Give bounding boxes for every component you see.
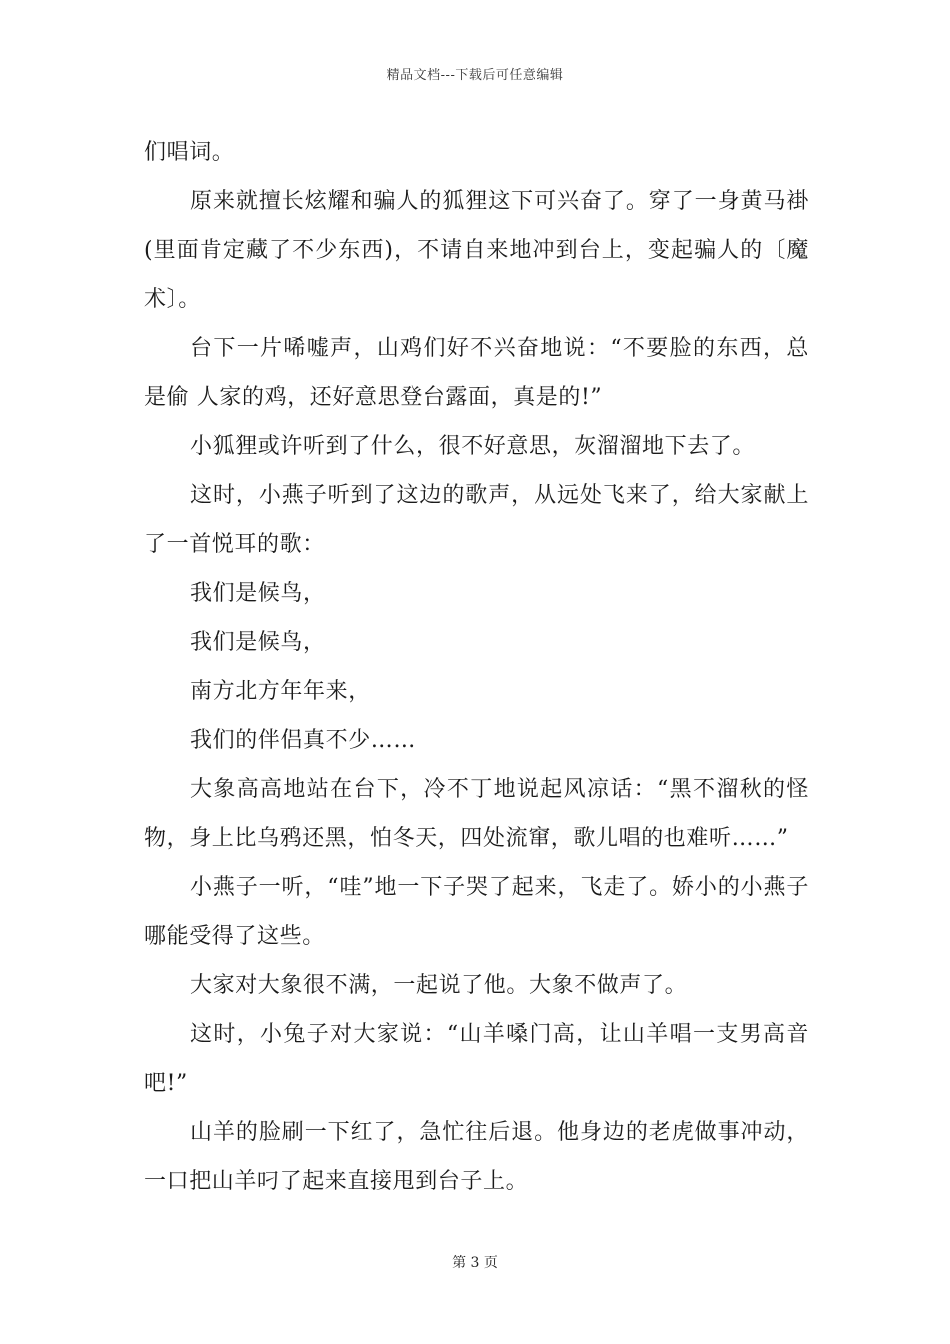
document-body [144,128,809,1206]
poem-line: 南方北方年年来， [190,679,371,704]
poem-line: 我们的伴侣真不少…… [190,728,417,753]
paragraph: 大家对大象很不满，一起说了他。大象不做声了。 [190,973,688,998]
paragraph: 大象高高地站在台下，冷不丁地说起风凉话：“黑不溜秋的怪物，身上比乌鸦还黑，怕冬天，四处流窜，歌儿唱的也难听……” [144,777,809,851]
paragraph: 这时，小燕子听到了这边的歌声，从远处飞来了，给大家献上了一首悦耳的歌： [144,483,809,557]
paragraph: 这时，小兔子对大家说：“山羊嗓门高，让山羊唱一支男高音吧!” [144,1022,809,1096]
paragraph: 小燕子一听，“哇”地一下子哭了起来，飞走了。娇小的小燕子哪能受得了这些。 [144,875,809,949]
poem-line: 我们是候鸟， [190,630,326,655]
poem-line: 我们是候鸟， [190,581,326,606]
paragraph: 台下一片唏嘘声，山鸡们好不兴奋地说：“不要脸的东西，总是偷 人家的鸡，还好意思登台露面，真是的!” [144,336,809,410]
paragraph: 原来就擅长炫耀和骗人的狐狸这下可兴奋了。穿了一身黄马褂(里面肯定藏了不少东西)，不请自来地冲到台上，变起骗人的〔魔术〕。 [144,189,809,312]
page-header: 精品文档---下载后可任意编辑 [386,68,564,83]
paragraph: 们唱词。 [144,140,235,165]
page-number: 第 3 页 [452,1255,498,1271]
paragraph: 小狐狸或许听到了什么，很不好意思，灰溜溜地下去了。 [190,434,756,459]
paragraph: 山羊的脸刷一下红了，急忙往后退。他身边的老虎做事冲动，一口把山羊叼了起来直接甩到台子上。 [144,1120,809,1194]
